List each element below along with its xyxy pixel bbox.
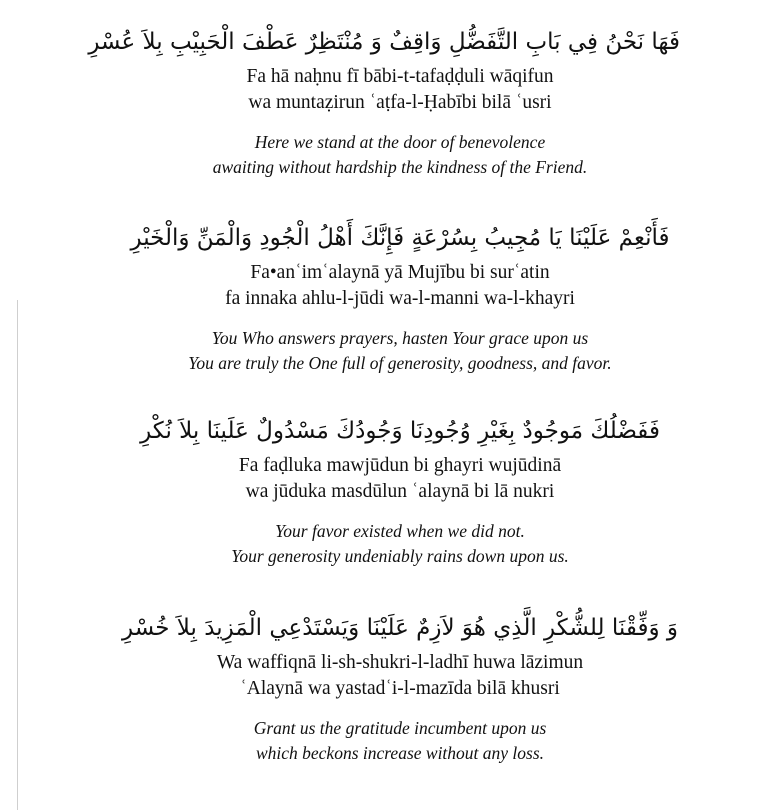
translation-line-1: Grant us the gratitude incumbent upon us bbox=[253, 718, 547, 738]
translation-line-2: Your generosity undeniably rains down upon us. bbox=[231, 546, 569, 566]
stanza-2 bbox=[120, 218, 680, 376]
arabic-verse: فَأَنْعِمْ عَلَيْنَا يَا مُجِيبُ بِسُرْعَةٍ فَإِنَّكَ أَهْلُ الْجُودِ وَالْمَنِّ وَالْخَيْرِ bbox=[130, 225, 670, 251]
translation-line-2: You are truly the One full of generosity, goodness, and favor. bbox=[188, 353, 612, 373]
translation bbox=[120, 519, 680, 569]
stanza-4 bbox=[120, 608, 680, 766]
transliteration-line-1: Fa hā naḥnu fī bābi-t-tafaḍḍuli wāqifun bbox=[246, 66, 554, 87]
translation-line-1: Your favor existed when we did not. bbox=[275, 521, 525, 541]
transliteration-line-1: Fa faḍluka mawjūdun bi ghayri wujūdinā bbox=[238, 455, 562, 476]
stanza-1 bbox=[88, 22, 680, 180]
transliteration-line-1: Wa waffiqnā li-sh-shukri-l-ladhī huwa lāzimun bbox=[216, 652, 584, 673]
transliteration bbox=[120, 64, 680, 116]
transliteration bbox=[120, 650, 680, 702]
transliteration-line-2: fa innaka ahlu-l-jūdi wa-l-manni wa-l-khayri bbox=[225, 288, 575, 309]
arabic-verse: فَفَضْلُكَ مَوجُودٌ بِغَيْرِ وُجُودِنَا وَجُودُكَ مَسْدُولٌ عَلَينَا بِلاَ نُكْرِ bbox=[140, 418, 660, 444]
transliteration-line-2: ʿAlaynā wa yastadʿi-l-mazīda bilā khusri bbox=[240, 678, 560, 699]
translation-line-2: awaiting without hardship the kindness of the Friend. bbox=[212, 157, 588, 177]
translation-line-2: which beckons increase without any loss. bbox=[255, 743, 545, 763]
transliteration bbox=[120, 453, 680, 505]
transliteration-line-2: wa jūduka masdūlun ʿalaynā bi lā nukri bbox=[245, 481, 555, 502]
translation bbox=[120, 716, 680, 766]
translation bbox=[120, 326, 680, 376]
translation-line-1: Here we stand at the door of benevolence bbox=[254, 132, 546, 152]
arabic-verse: فَهَا نَحْنُ فِي بَابِ التَّفَضُّلِ وَاقِفٌ وَ مُنْتَظِرٌ عَطْفَ الْحَبِيْبِ بِلاَ عُسْرِ bbox=[88, 29, 680, 55]
translation-line-1: You Who answers prayers, hasten Your grace upon us bbox=[211, 328, 589, 348]
translation bbox=[120, 130, 680, 180]
transliteration-line-1: Fa•anʿimʿalaynā yā Mujību bi surʿatin bbox=[250, 262, 550, 283]
arabic-verse: وَ وَفِّقْنَا لِلشُّكْرِ الَّذِي هُوَ لاَزِمٌ عَلَيْنَا وَيَسْتَدْعِي الْمَزِيدَ بِلاَ خُسْرِ bbox=[122, 615, 678, 641]
stanza-3 bbox=[120, 411, 680, 569]
transliteration-line-2: wa muntaẓirun ʿaṭfa-l-Ḥabībi bilā ʿusri bbox=[248, 92, 552, 113]
transliteration bbox=[120, 260, 680, 312]
